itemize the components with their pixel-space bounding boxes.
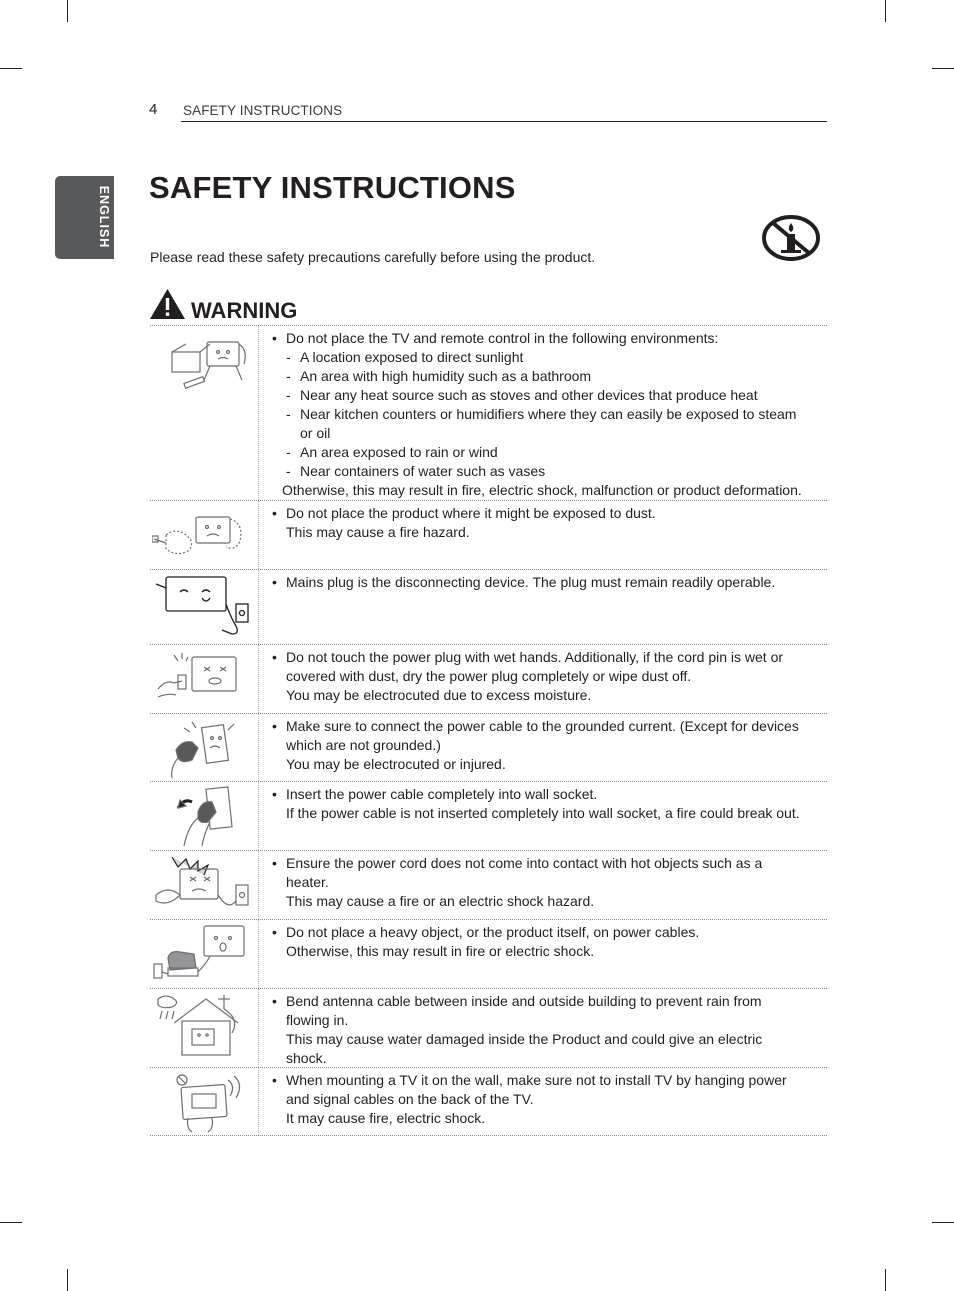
warning-detail: flowing in. [286, 1012, 349, 1028]
warning-row [150, 1068, 827, 1136]
tv-wall-plug-illustration [152, 574, 252, 638]
crop-mark [885, 1269, 886, 1291]
warning-triangle-icon [149, 288, 186, 320]
crop-mark [885, 0, 886, 22]
warning-consequence: You may be electrocuted due to excess moisture. [286, 687, 592, 703]
crop-mark [67, 0, 68, 22]
illustration [150, 920, 259, 988]
wall-mount-cables-illustration [152, 1072, 252, 1134]
warning-bullet: • Do not place a heavy object, or the product itself, on power cables. [272, 923, 827, 942]
warning-subitem: - Near containers of water such as vases [272, 462, 827, 481]
warning-consequence: This may cause water damaged inside the Product and could give an electric [286, 1031, 763, 1047]
illustration [150, 1068, 259, 1135]
warning-subitem: - An area exposed to rain or wind [272, 443, 827, 462]
warning-bullet: • Bend antenna cable between inside and outside building to prevent rain from [272, 992, 827, 1011]
page-number: 4 [149, 101, 158, 118]
warning-consequence: You may be electrocuted or injured. [286, 756, 506, 772]
warning-subitem: - An area with high humidity such as a bathroom [272, 367, 827, 386]
warning-consequence: shock. [286, 1050, 327, 1066]
illustration [150, 645, 259, 713]
warning-subitem: - Near any heat source such as stoves and other devices that produce heat [272, 386, 827, 405]
warning-bullet: • When mounting a TV it on the wall, make sure not to install TV by hanging power [272, 1071, 827, 1090]
warning-row [150, 782, 827, 851]
warning-bullet: • Do not place the product where it might be exposed to dust. [272, 504, 827, 523]
intro-text: Please read these safety precautions carefully before using the product. [150, 249, 596, 265]
warning-row [150, 645, 827, 714]
warning-consequence: It may cause fire, electric shock. [286, 1110, 486, 1126]
warning-consequence: Otherwise, this may result in fire or electric shock. [286, 943, 595, 959]
no-open-flame-icon [761, 214, 821, 262]
warning-row [150, 920, 827, 989]
warning-row [150, 570, 827, 645]
crop-mark [0, 68, 22, 69]
heavy-object-on-cable-illustration [152, 924, 252, 986]
warning-row [150, 714, 827, 782]
warning-consequence: This may cause a fire or an electric shock hazard. [286, 893, 595, 909]
antenna-cable-house-illustration [152, 993, 252, 1059]
warning-bullet: • Do not touch the power plug with wet hands. Additionally, if the cord pin is wet or [272, 648, 827, 667]
warning-consequence: This may cause a fire hazard. [286, 524, 470, 540]
page-title: SAFETY INSTRUCTIONS [149, 170, 516, 205]
crop-mark [67, 1269, 68, 1291]
language-tab-label: ENGLISH [97, 185, 111, 249]
grounded-socket-illustration [152, 718, 252, 780]
warning-consequence: Otherwise, this may result in fire, electric shock, malfunction or product deformation. [282, 482, 802, 498]
warning-list [150, 325, 827, 1136]
crop-mark [932, 68, 954, 69]
warning-row [150, 851, 827, 920]
illustration [150, 570, 259, 644]
insert-plug-illustration [152, 786, 252, 850]
tv-dust-illustration [152, 505, 252, 565]
warning-bullet: • Insert the power cable completely into wall socket. [272, 785, 827, 804]
cord-heater-illustration [152, 855, 252, 917]
illustration [150, 326, 259, 500]
crop-mark [0, 1222, 22, 1223]
warning-row [150, 501, 827, 570]
warning-detail: heater. [286, 874, 329, 890]
header-rule [181, 121, 827, 122]
illustration [150, 851, 259, 919]
wet-hands-plug-illustration [152, 649, 252, 711]
warning-consequence: If the power cable is not inserted completely into wall socket, a fire could break out. [286, 805, 800, 821]
warning-detail: and signal cables on the back of the TV. [286, 1091, 534, 1107]
warning-heading: WARNING [191, 298, 298, 323]
warning-row [150, 989, 827, 1068]
warning-row [150, 326, 827, 501]
warning-subitem: - Near kitchen counters or humidifiers where they can easily be exposed to steam [272, 405, 827, 424]
running-header: SAFETY INSTRUCTIONS [183, 103, 343, 118]
warning-detail: which are not grounded.) [286, 737, 441, 753]
illustration [150, 714, 259, 781]
warning-subitem: - A location exposed to direct sunlight [272, 348, 827, 367]
illustration [150, 501, 259, 569]
warning-detail: covered with dust, dry the power plug completely or wipe dust off. [286, 668, 692, 684]
crop-mark [932, 1222, 954, 1223]
warning-bullet: • Mains plug is the disconnecting device. The plug must remain readily operable. [272, 573, 827, 592]
warning-bullet: • Do not place the TV and remote control in the following environments: [272, 329, 827, 348]
tv-sunlight-illustration [152, 330, 252, 396]
warning-subitem-continuation: or oil [300, 425, 331, 441]
illustration [150, 782, 259, 850]
warning-bullet: • Ensure the power cord does not come into contact with hot objects such as a [272, 854, 827, 873]
warning-bullet: • Make sure to connect the power cable to the grounded current. (Except for devices [272, 717, 827, 736]
illustration [150, 989, 259, 1067]
